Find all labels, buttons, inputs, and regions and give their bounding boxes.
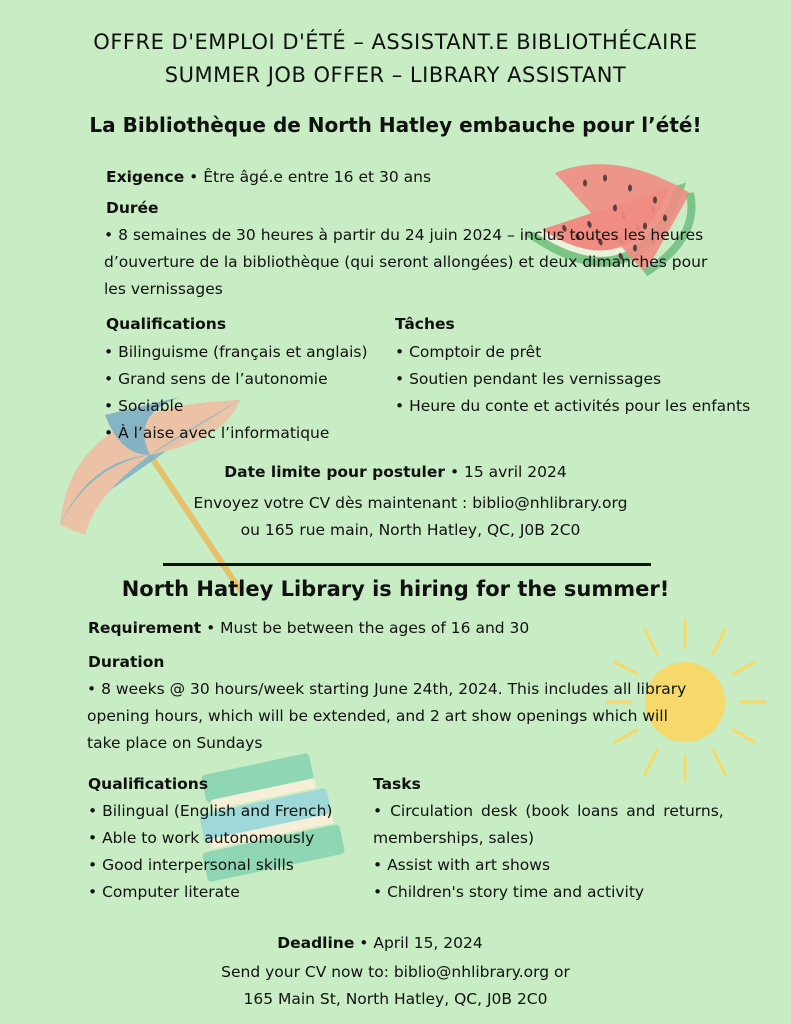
list-item: • Bilingual (English and French): [88, 802, 333, 820]
title-en: SUMMER JOB OFFER – LIBRARY ASSISTANT: [164, 63, 627, 87]
deadline-text-en: • April 15, 2024: [354, 934, 483, 952]
list-item: memberships, sales): [373, 829, 534, 847]
duration-line-fr: d’ouverture de la bibliothèque (qui seront allongées) et deux dimanches pour: [104, 253, 708, 271]
duration-line-fr: • 8 semaines de 30 heures à partir du 24 juin 2024 – inclus toutes les heures: [104, 226, 704, 244]
list-item: • Grand sens de l’autonomie: [104, 370, 328, 388]
list-item: • Soutien pendant les vernissages: [395, 370, 662, 388]
requirement-en: [88, 615, 529, 642]
send-line-fr: Envoyez votre CV dès maintenant : biblio@nhlibrary.org: [193, 494, 628, 512]
list-item: • Sociable: [104, 397, 184, 415]
list-item: • Comptoir de prêt: [395, 343, 542, 361]
duration-line-en: take place on Sundays: [87, 734, 263, 752]
deadline-text-fr: • 15 avril 2024: [445, 463, 567, 481]
deadline-fr: [0, 459, 791, 486]
deadline-label-fr: Date limite pour postuler: [224, 463, 446, 481]
tasks-label-fr: Tâches: [395, 315, 455, 333]
requirement-text-en: • Must be between the ages of 16 and 30: [201, 619, 530, 637]
list-item: • Computer literate: [88, 883, 240, 901]
duration-line-en: • 8 weeks @ 30 hours/week starting June 24th, 2024. This includes all library: [87, 680, 687, 698]
deadline-en: [0, 930, 760, 957]
qualifications-label-en: Qualifications: [88, 775, 209, 793]
duration-label-en: Duration: [88, 653, 165, 671]
requirement-text-fr: • Être âgé.e entre 16 et 30 ans: [184, 168, 432, 186]
tasks-label-en: Tasks: [373, 775, 421, 793]
duration-line-fr: les vernissages: [104, 280, 223, 298]
duration-label-fr: Durée: [106, 199, 159, 217]
duration-line-en: opening hours, which will be extended, and 2 art show openings which will: [87, 707, 668, 725]
headline-fr: La Bibliothèque de North Hatley embauche pour l’été!: [89, 113, 702, 137]
headline-en: North Hatley Library is hiring for the summer!: [121, 577, 670, 601]
list-item: • Bilinguisme (français et anglais): [104, 343, 368, 361]
qualifications-label-fr: Qualifications: [106, 315, 227, 333]
requirement-label-fr: Exigence: [106, 168, 185, 186]
list-item: • Able to work autonomously: [88, 829, 315, 847]
list-item: • Circulation desk (book loans and returns,: [373, 802, 724, 820]
send-line-en: Send your CV now to: biblio@nhlibrary.org or: [221, 963, 570, 981]
requirement-label-en: Requirement: [88, 619, 202, 637]
deadline-label-en: Deadline: [277, 934, 355, 952]
requirement-fr: [106, 164, 431, 191]
list-item: • À l’aise avec l’informatique: [104, 424, 330, 442]
list-item: • Children's story time and activity: [373, 883, 645, 901]
address-line-fr: ou 165 rue main, North Hatley, QC, J0B 2C0: [240, 521, 581, 539]
list-item: • Good interpersonal skills: [88, 856, 294, 874]
list-item: • Heure du conte et activités pour les enfants: [395, 397, 751, 415]
title-fr: OFFRE D'EMPLOI D'ÉTÉ – ASSISTANT.E BIBLIOTHÉCAIRE: [93, 30, 698, 54]
section-divider: [163, 563, 651, 566]
list-item: • Assist with art shows: [373, 856, 551, 874]
address-line-en: 165 Main St, North Hatley, QC, J0B 2C0: [243, 990, 548, 1008]
